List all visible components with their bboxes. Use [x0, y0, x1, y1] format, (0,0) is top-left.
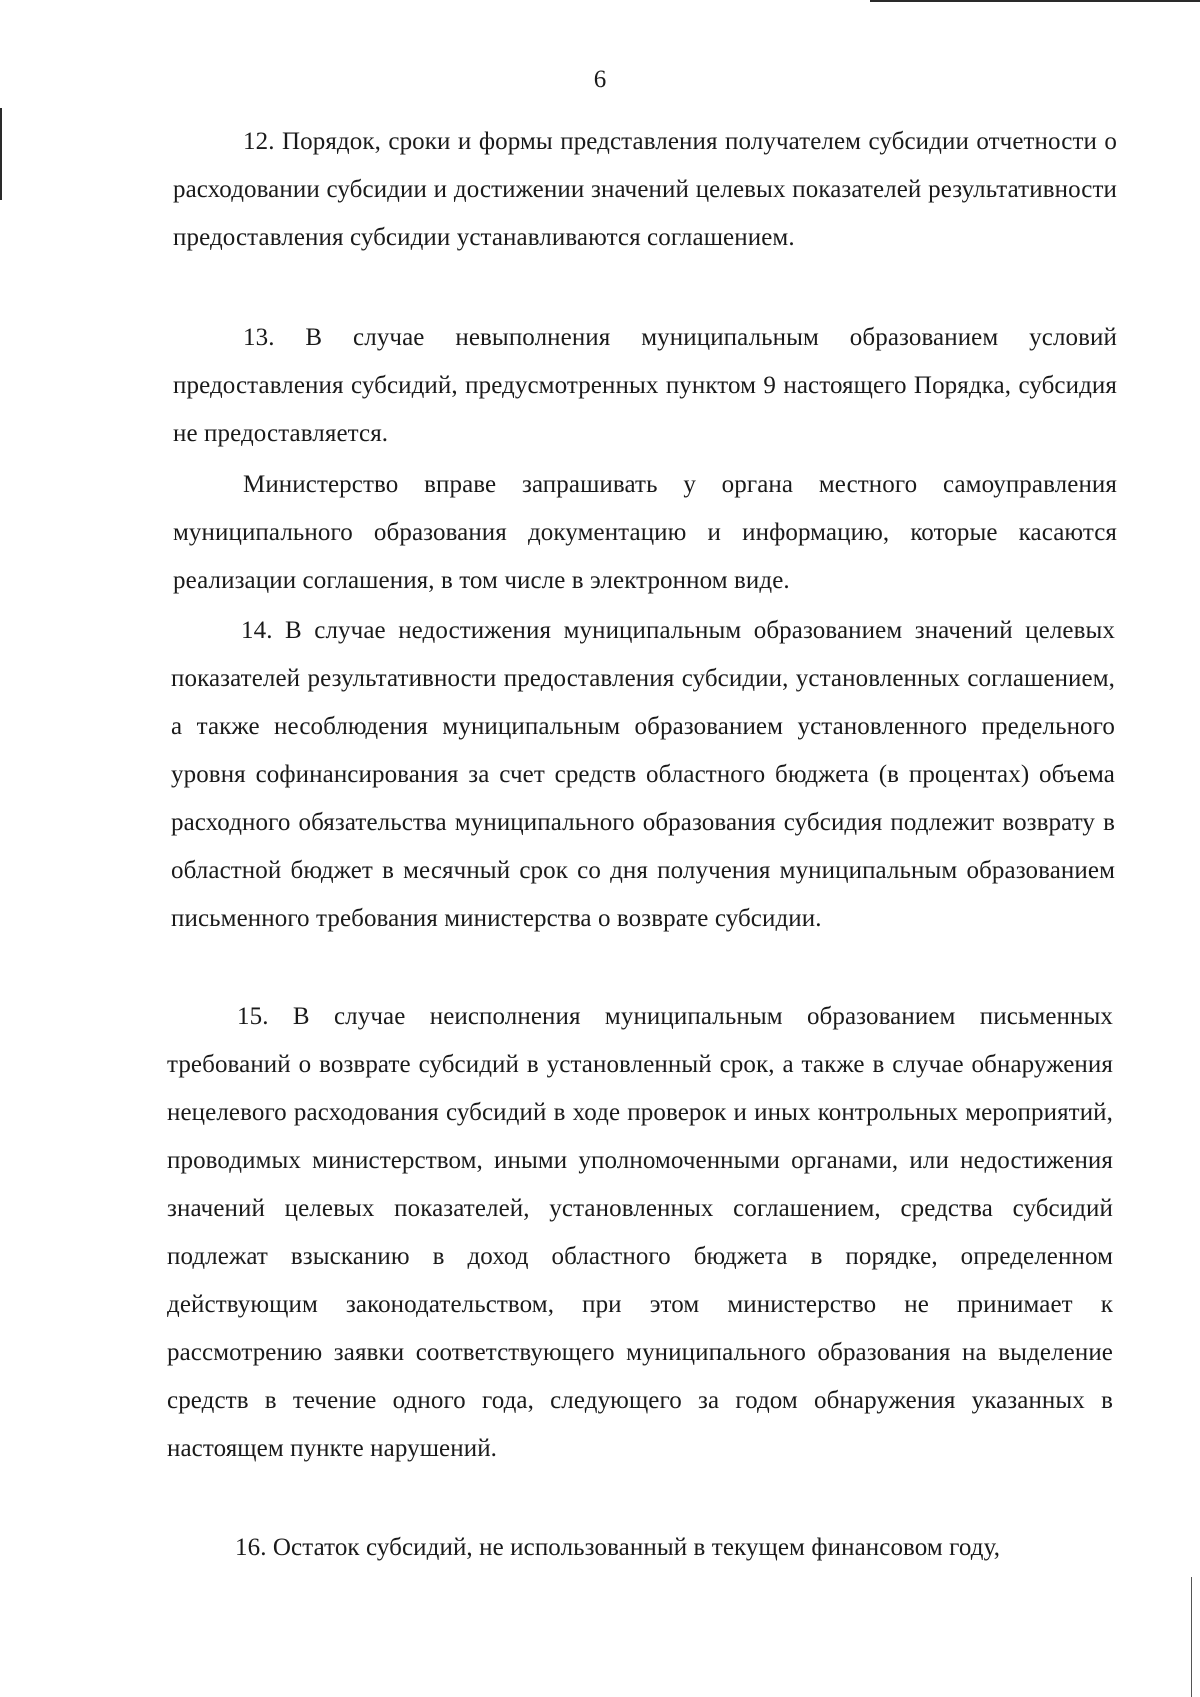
paragraph-15: 15. В случае неисполнения муниципальным образованием письменных требований о возврате субсидий в установленный срок, а также в случае обнаружения нецелевого расходования субсидий в ходе проверок и иных контрольных мероприятий, проводимых министерством, иными уполномоченными органами, или недостижения значений целевых показателей, установленных соглашением, средства субсидий подлежат взысканию в доход областного бюджета в порядке, определенном действующим законодательством, при этом министерство не принимает к рассмотрению заявки соответствующего муниципального образования на выделение средств в течение одного года, следующего за годом обнаружения указанных в настоящем пункте нарушений. — [167, 1003, 1113, 1462]
page-number: 6 — [593, 66, 607, 93]
paragraph-13: 13. В случае невыполнения муниципальным образованием условий предоставления субсидий, предусмотренных пунктом 9 настоящего Порядка, субсидия не предоставляется. — [173, 324, 1117, 447]
scan-right-edge-mark — [1191, 1577, 1192, 1697]
paragraph-14: 14. В случае недостижения муниципальным образованием значений целевых показателей результативности предоставления субсидии, установленных соглашением, а также несоблюдения муниципальным образованием установленного предельного уровня софинансирования за счет средств областного бюджета (в процентах) объема расходного обязательства муниципального образования субсидия подлежит возврату в областной бюджет в месячный срок со дня получения муниципальным образованием письменного требования министерства о возврате субсидии. — [171, 617, 1115, 932]
paragraph-12: 12. Порядок, сроки и формы представления получателем субсидии отчетности о расходовании субсидии и достижении значений целевых показателей результативности предоставления субсидии устанавливаются соглашением. — [173, 128, 1117, 251]
scan-edge-mark — [0, 108, 2, 200]
scan-top-rule — [870, 0, 1200, 2]
paragraph-16: 16. Остаток субсидий, не использованный в текущем финансовом году, — [235, 1534, 1001, 1561]
paragraph-13-ministry-rights: Министерство вправе запрашивать у органа местного самоуправления муниципального образования документацию и информацию, которые касаются реализации соглашения, в том числе в электронном виде. — [173, 471, 1117, 594]
